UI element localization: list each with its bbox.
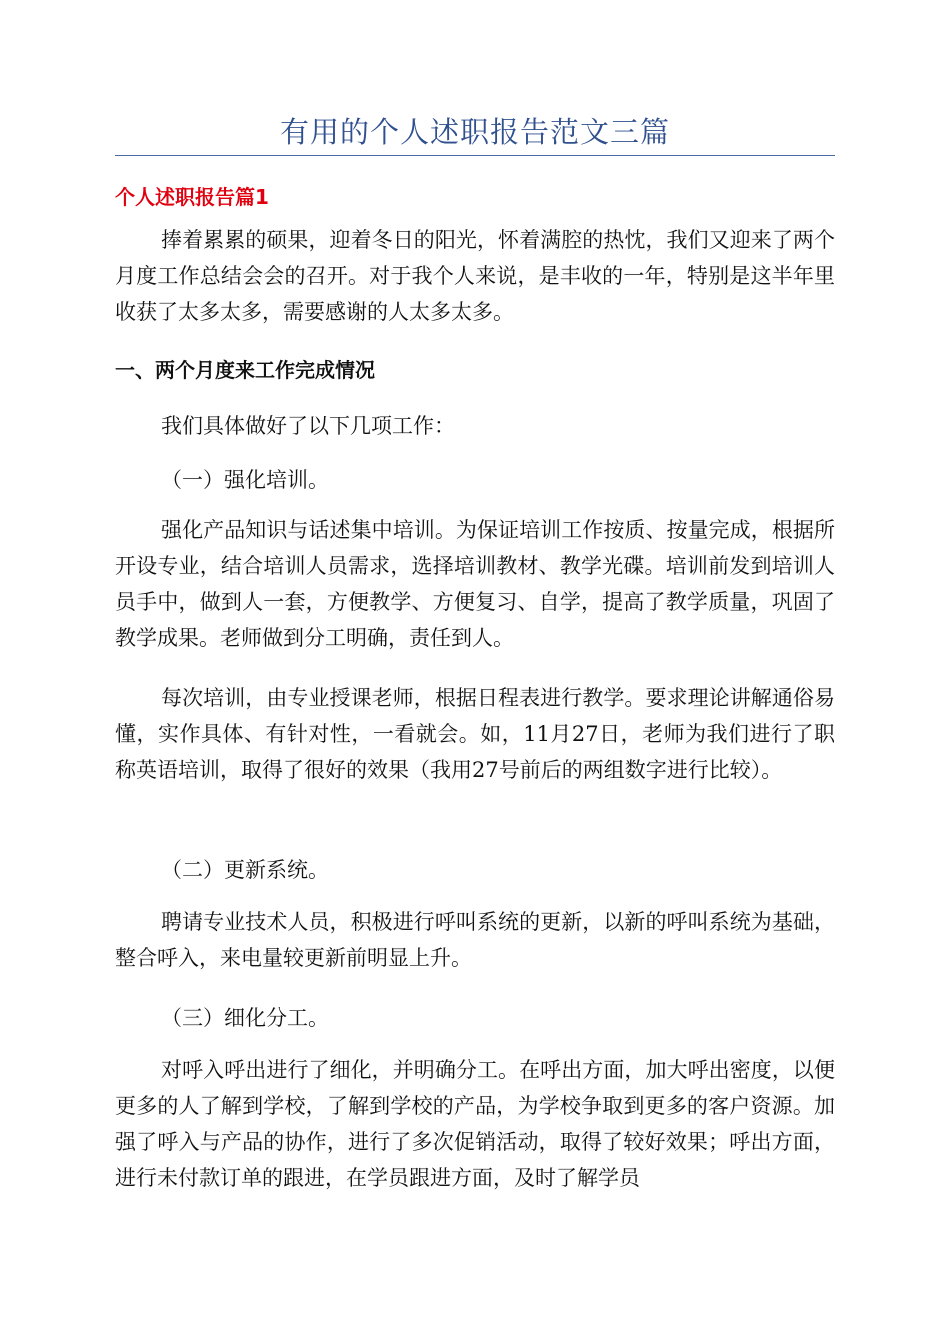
- work-list-intro: 我们具体做好了以下几项工作：: [161, 414, 455, 438]
- document-title: 有用的个人述职报告范文三篇: [279, 115, 670, 149]
- item-two-paragraph-1: 聘请专业技术人员，积极进行呼叫系统的更新，以新的呼叫系统为基础，整合呼入，来电量较更新前明显上升。: [115, 910, 835, 970]
- item-one-paragraph-2: 每次培训，由专业授课老师，根据日程表进行教学。要求理论讲解通俗易懂，实作具体、有针对性，一看就会。如，11月27日，老师为我们进行了职称英语培训，取得了很好的效果（我用27号前后的两组数字进行比较）。: [115, 686, 835, 782]
- title-underline: [115, 155, 835, 156]
- section-heading: 个人述职报告篇1: [115, 185, 269, 209]
- item-two-title: （二）更新系统。: [161, 858, 329, 882]
- heading-work-completion: 一、两个月度来工作完成情况: [115, 358, 375, 382]
- item-three-paragraph-1: 对呼入呼出进行了细化，并明确分工。在呼出方面，加大呼出密度，以便更多的人了解到学校，了解到学校的产品，为学校争取到更多的客户资源。加强了呼入与产品的协作，进行了多次促销活动，取得了较好效果；呼出方面，进行未付款订单的跟进，在学员跟进方面，及时了解学员: [115, 1058, 835, 1190]
- item-one-title: （一）强化培训。: [161, 468, 329, 492]
- intro-paragraph: 捧着累累的硕果，迎着冬日的阳光，怀着满腔的热忱，我们又迎来了两个月度工作总结会会的召开。对于我个人来说，是丰收的一年，特别是这半年里收获了太多太多，需要感谢的人太多太多。: [115, 228, 835, 324]
- item-one-paragraph-1: 强化产品知识与话述集中培训。为保证培训工作按质、按量完成，根据所开设专业，结合培训人员需求，选择培训教材、教学光碟。培训前发到培训人员手中，做到人一套，方便教学、方便复习、自学，提高了教学质量，巩固了教学成果。老师做到分工明确，责任到人。: [115, 518, 835, 650]
- item-three-title: （三）细化分工。: [161, 1006, 329, 1030]
